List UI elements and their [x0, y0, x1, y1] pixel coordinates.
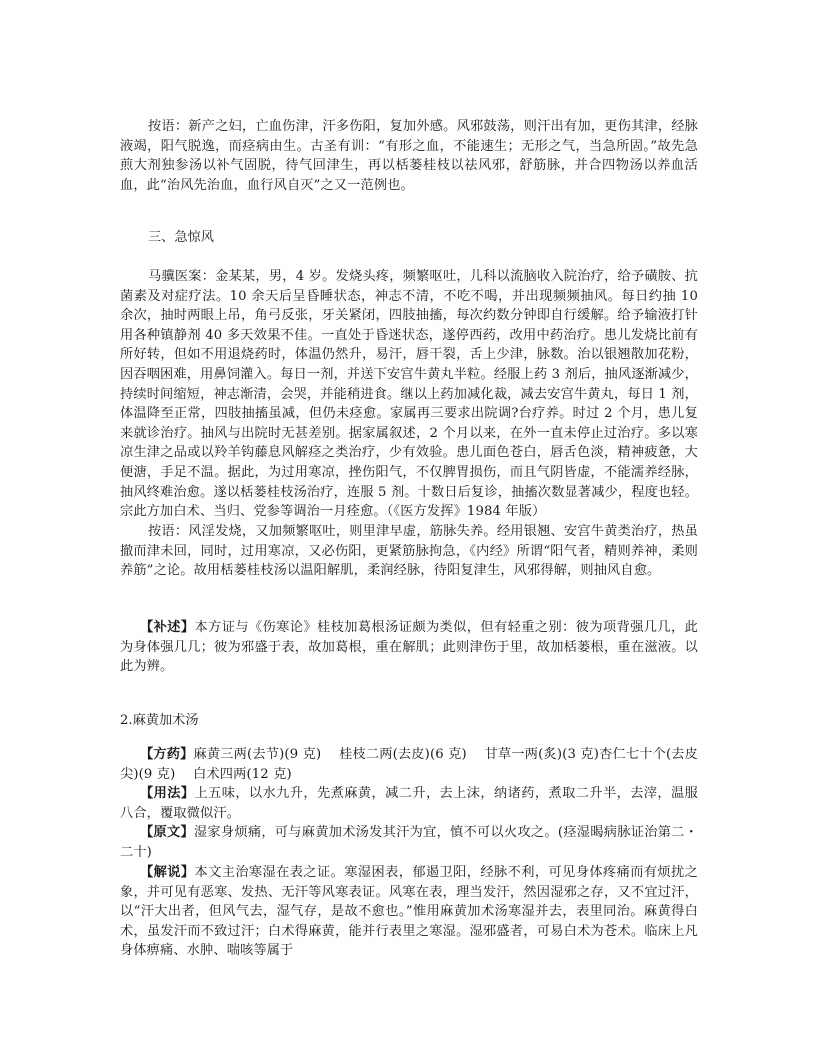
supplement-label: 【补述】	[140, 620, 195, 635]
original-text-label: 【原文】	[140, 825, 194, 840]
usage-label: 【用法】	[140, 786, 195, 801]
usage-text: 上五味，以水九升，先煮麻黄，减二升，去上沫，纳诸药，煮取二升半，去滓，温服八合，覆取微似汗。	[120, 786, 698, 821]
commentary-text: 按语：风淫发烧，又加频繁呕吐，则里津早虚，筋脉失养。经用银翘、安宫牛黄类治疗，热虽撤而津未回，同时，过用寒凉，又必伤阳，更紧筋脉拘急，《内经》所谓“阳气者，精则养神，柔则养筋”之论。故用栝蒌桂枝汤以温阳解肌，柔润经脉，待阳复津生，风邪得解，则抽风自愈。	[120, 524, 698, 579]
supplement-paragraph	[120, 618, 698, 677]
ingredients-text: 麻黄三两(去节)(9 克) 桂枝二两(去皮)(6 克) 甘草一两(炙)(3 克)杏仁七十个(去皮尖)(9 克) 白术四两(12 克)	[120, 747, 698, 782]
ingredients-label: 【方药】	[140, 747, 194, 762]
explanation-label: 【解说】	[140, 865, 195, 880]
explanation-paragraph	[120, 863, 698, 961]
supplement-text: 本方证与《伤寒论》桂枝加葛根汤证颇为类似，但有轻重之别：彼为项背强几几，此为身体强几几；彼为邪盛于表，故加葛根，重在解肌；此则津伤于里，故加栝蒌根，重在滋液。以此为辨。	[120, 620, 698, 675]
section-heading-acute-convulsion: 三、急惊风	[148, 230, 214, 245]
formula-ingredients-paragraph	[120, 745, 698, 784]
formula-heading: 2.麻黄加术汤	[120, 713, 199, 728]
commentary-paragraph-1: 按语：新产之妇，亡血伤津，汗多伤阳，复加外感。风邪鼓荡，则汗出有加，更伤其津，经脉液竭，阳气脱逸，而痉病由生。古圣有训：“有形之血，不能速生；无形之气，当急所固。”故先急煎大剂独参汤以补气固脱，待气回津生，再以栝蒌桂枝以祛风邪，舒筋脉，并合四物汤以养血活血，此“治风先治血，血行风自灭”之又一范例也。	[120, 119, 698, 193]
case-record-paragraph: 马骥医案：金某某，男，4 岁。发烧头疼，频繁呕吐，儿科以流脑收入院治疗，给予磺胺、抗菌素及对症疗法。10 余天后呈昏睡状态，神志不清，不吃不喝，并出现频频抽风。每日约抽 10 余次，抽时两眼上吊，角弓反张，牙关紧闭，四肢抽搐，每次约数分钟即自行缓解。给予输液打针用各种镇静剂 40 多天效果不佳。一直处于昏迷状态，遂停西药，改用中药治疗。患儿发烧比前有所好转，但如不用退烧药时，体温仍然升，易汗，唇干裂，舌上少津，脉数。治以银翘散加花粉，因吞咽困难，用鼻饲灌入。每日一剂，并送下安宫牛黄丸半粒。经服上药 3 剂后，抽风逐渐减少，持续时间缩短，神志渐清，会哭，并能稍进食。继以上药加减化裁，减去安宫牛黄丸，每日 1 剂，体温降至正常，四肢抽搐虽减，但仍未痉愈。家属再三要求出院调?台疗养。时过 2 个月，患儿复来就诊治疗。抽风与出院时无甚差别。据家属叙述，2 个月以来，在外一直未停止过治疗。多以寒凉生津之品或以羚羊钩藤息风解痉之类治疗，少有效验。患儿面色苍白，唇舌色淡，精神疲惫，大便溏，手足不温。据此，为过用寒凉，挫伤阳气，不仅脾胃损伤，而且气阴皆虚，不能濡养经脉，抽风终难治愈。遂以栝蒌桂枝汤治疗，连服 5 剂。十数日后复诊，抽搐次数显著减少，程度也轻。宗此方加白术、当归、党参等调治一月痊愈。（《医方发挥》1984 年版）	[120, 269, 698, 520]
commentary-paragraph-2	[120, 522, 698, 581]
explanation-text: 本文主治寒湿在表之证。寒湿困表，郁遏卫阳，经脉不利，可见身体疼痛而有烦扰之象，并可见有恶寒、发热、无汗等风寒表证。风寒在表，理当发汗，然因湿邪之存，又不宜过汗，以“汗大出者，但风气去，湿气存，是故不愈也。”惟用麻黄加术汤寒湿并去，表里同治。麻黄得白术，虽发汗而不致过汗；白术得麻黄，能并行表里之寒湿。湿邪盛者，可易白术为苍术。临床上凡身体痹痛、水肿、喘咳等属于	[120, 865, 698, 959]
usage-paragraph	[120, 784, 698, 823]
original-text: 湿家身烦痛，可与麻黄加术汤发其汗为宜，慎不可以火攻之。(痉湿暍病脉证治第二・二十)	[120, 825, 698, 860]
original-text-paragraph	[120, 823, 698, 862]
